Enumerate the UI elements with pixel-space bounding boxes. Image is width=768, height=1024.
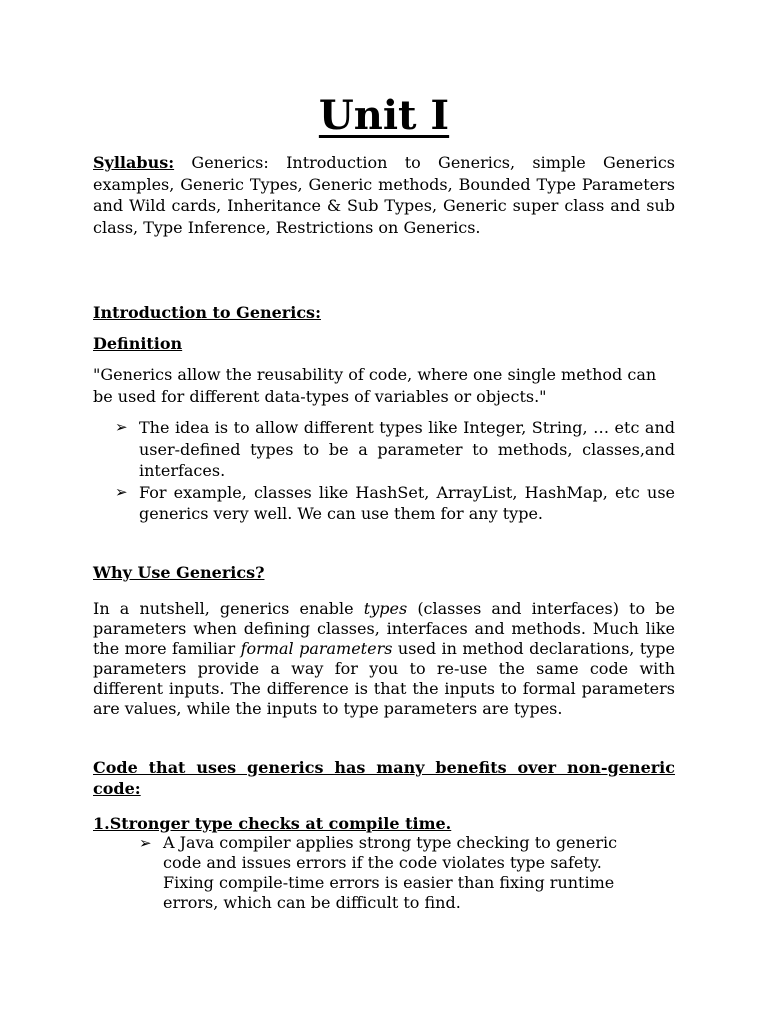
- syllabus-label: Syllabus:: [93, 153, 175, 172]
- why-heading: Why Use Generics?: [93, 563, 265, 582]
- list-item: ➢ A Java compiler applies strong type checking to generic code and issues errors if the code violates type safety. Fixing compile-time errors is easier than fixing runtime errors, which can be difficult to find.: [139, 833, 618, 912]
- list-item: ➢ For example, classes like HashSet, ArrayList, HashMap, etc use generics very well. We can use them for any type.: [115, 482, 675, 523]
- syllabus-text: Generics: Introduction to Generics, simple Generics examples, Generic Types, Generic methods, Bounded Type Parameters and Wild cards, Inheritance & Sub Types, Generic super class and sub class, Type Inference, Restrictions on Generics.: [93, 153, 675, 237]
- arrow-bullet-icon: ➢: [139, 834, 152, 852]
- list-item: ➢ The idea is to allow different types like Integer, String, … etc and user-defined types to be a parameter to methods, classes,and interfaces.: [115, 418, 675, 480]
- page-title: Unit I: [318, 92, 450, 139]
- point1-bullet-list: [117, 833, 657, 913]
- intro-heading: Introduction to Generics:: [93, 303, 321, 322]
- benefits-heading: Code that uses generics has many benefits over non-generic code:: [93, 758, 675, 798]
- definition-heading: Definition: [93, 334, 183, 353]
- why-paragraph: In a nutshell, generics enable types (classes and interfaces) to be parameters when defining classes, interfaces and methods. Much like the more familiar formal parameters used in method declarations, type parameters provide a way for you to re-use the same code with different inputs. The difference is that the inputs to formal parameters are values, while the inputs to type parameters are types.: [93, 599, 676, 719]
- arrow-bullet-icon: ➢: [115, 418, 128, 436]
- intro-bullet-list: [93, 417, 675, 525]
- arrow-bullet-icon: ➢: [115, 482, 128, 501]
- point1-heading: 1.Stronger type checks at compile time.: [93, 814, 452, 833]
- definition-text: "Generics allow the reusability of code, where one single method can be used for different data-types of variables or objects.": [93, 365, 657, 406]
- syllabus-paragraph: [93, 152, 675, 238]
